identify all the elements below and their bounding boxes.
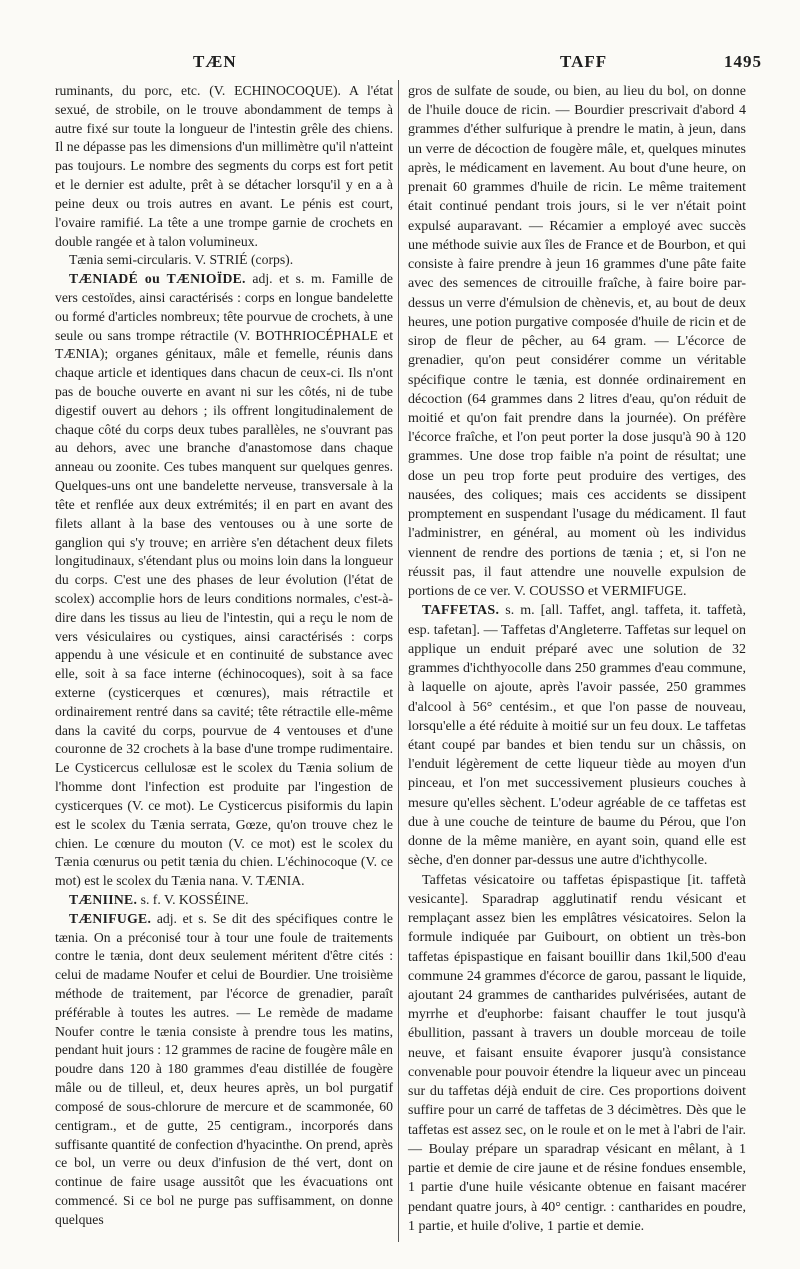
paragraph-taffetas-vesicatoire: Taffetas vésicatoire ou taffetas épispastique [it. taffetà vesicante]. Sparadrap agglutinatif rendu vésicant et remplaçant assez bien les emplâtres vésicatoires. Selon la formule indiquée par Guibourt, on obtient un très-bon taffetas épispastique en faisant bouillir dans 1kil,500 d'eau commune 24 grammes d'écorce de garou, passant le liquide, ajoutant 24 grammes de cantharides pulvérisées, autant de myrrhe et d'euphorbe: faisant chauffer le tout jusqu'à ébullition, passant à travers un double morceau de toile neuve, et faisant ensuite évaporer jusqu'à consistance convenable pour pouvoir étendre la liqueur avec un pinceau sur du taffetas déjà enduit de cire. Ces proportions doivent suffire pour un carré de taffetas de 3 décimètres. Dès que le taffetas est assez sec, on le roule et on le met à l'abri de l'air. — Boulay prépare un sparadrap vésicant en mêlant, à 1 partie et demie de cire jaune et de résine fondues ensemble, 1 partie d'une huile vésicante obtenue en faisant macérer pendant quatre jours, à 40° centigr. : cantharides en poudre, 1 partie, et huile d'olive, 1 partie et demie. — [408, 872, 746, 1234]
running-header — [0, 52, 800, 76]
page-number: 1495 — [724, 52, 762, 71]
entry-taffetas — [408, 601, 746, 870]
entry-taenifuge — [55, 910, 393, 1230]
entry-headword: TAFFETAS. — [422, 603, 500, 619]
paragraph-continuation: gros de sulfate de soude, ou bien, au lieu du bol, on donne de l'huile douce de ricin. — Bourdier prescrivait d'abord 4 grammes d'éther sulfurique à prendre le matin, à jeun, dans un verre de décoction de fougère mâle, et, quelques minutes après, le médicament en lavement. Au bout d'une heure, on prenait 60 grammes d'huile de ricin. Le même traitement était continué pendant trois jours, si le ver n'était point expulsé auparavant. — Récamier a employé avec succès une méthode suivie aux îles de France et de Bourbon, et qui consiste à faire prendre à jeun 16 grammes d'une pâte faite avec des semences de citrouille fraîche, à faire boire par-dessus un verre d'émulsion de chènevis, et, au bout de deux heures, une potion purgative composée d'huile de ricin et de sirop de fleur de pêcher, au 64 gram. — L'écorce de grenadier, qu'on peut considérer comme un véritable spécifique contre le tænia, est donnée ordinairement en décoction (64 grammes dans 2 litres d'eau, qu'on réduit de moitié et qu'on fait prendre dans la journée). On préfère l'écorce fraîche, et l'on peut porter la dose jusqu'à 90 à 120 grammes. Une dose trop faible n'a point de résultat; une dose un peu trop forte peut produire des vertiges, des nausées, des coliques; mais ces accidents se dissipent promptement en suspendant l'usage du médicament. Il faut l'administrer, en général, au moment où les individus viennent de rendre des portions de tænia ; et, si l'on ne réussit pas, il faut attendre une nouvelle expulsion de portions de ce ver. V. COUSSO et VERMIFUGE. — [408, 84, 746, 600]
paragraph-semi-circularis: Tænia semi-circularis. V. STRIÉ (corps). — [69, 252, 294, 268]
entry-body: s. f. V. KOSSÉINE. — [137, 891, 249, 907]
paragraph-continuation: ruminants, du porc, etc. (V. ECHINOCOQUE). A l'état sexué, de strobile, on le trouve abondamment de temps à autre fixé sur toute la longueur de l'intestin grêle des chiens. Il ne dépasse pas les dimensions d'un millimètre qu'il n'atteint pas toujours. Le nombre des segments du corps est fort petit et le dernier est adulte, prêt à se détacher lorsqu'il y en a à peine deux ou trois autres en avant. Le pénis est court, l'ovaire ramifié. La tête a une trompe garnie de crochets en double rangée et à talon volumineux. — [55, 83, 393, 249]
column-divider — [398, 80, 399, 1242]
right-column — [408, 82, 746, 1236]
entry-taeniade — [55, 270, 393, 891]
entry-headword: TÆNIFUGE. — [69, 910, 152, 926]
entry-taeniine — [55, 891, 393, 910]
header-left-guide-word: TÆN — [193, 52, 237, 71]
entry-body: s. m. [all. Taffet, angl. taffeta, it. taffetà, esp. tafetan]. — Taffetas d'Angleterre. Taffetas sur lequel on applique un enduit préparé avec une solution de 32 grammes d'ichthyocolle dans 250 grammes d'eau commune, à laquelle on ajoute, après l'avoir passée, 250 grammes d'alcool à 56° centésim., et que l'on passe de nouveau, lorsqu'elle a été réduite à moitié sur un feu doux. Le taffetas étant coupé par bandes et bien tendu sur un châssis, on l'enduit légèrement de cette liqueur tiède au moyen d'un pinceau, et l'on met successivement plusieurs couches à mesure qu'elles sèchent. L'odeur agréable de ce taffetas est due à une couche de teinture de baume du Pérou, que l'on donne de la même manière, en ayant soin, quand elle est sèche, d'en donner par-dessus une autre d'ichthycolle. — [408, 603, 746, 869]
header-right-guide-word: TAFF — [560, 52, 608, 71]
entry-headword: TÆNIINE. — [69, 891, 138, 907]
entry-body: adj. et s. m. Famille de vers cestoïdes, ainsi caractérisés : corps en longue bandelette ou formé d'articles nombreux; tête pourvue de crochets, à une seule ou sans trompe rétractile (V. BOTHRIOCÉPHALE et TÆNIA); organes génitaux, mâle et femelle, réunis dans chaque article et identiques dans chacun de ceux-ci. Ils n'ont pas de bouche ouverte en avant ni sur les côtés, ni de tube digestif ouvert au dehors ; ils offrent longitudinalement de chaque côté du corps deux tubes parallèles, ne s'ouvrant pas au dehors, avec une branche d'anastomose dans chaque anneau ou zoonite. Ces tubes manquent sur quelques genres. Quelques-uns ont une bandelette nerveuse, transversale à la tête et renflée aux deux extrémités; il en part en avant des filets allant à la base des ventouses ou à une sorte de ganglion qui s'y trouve; en arrière s'en détachent deux filets longitudinaux, s'étendant plus ou moins loin dans la longueur du corps. C'est une des phases de leur évolution (l'état de scolex) accomplie hors de leurs conditions normales, c'est-à-dire dans les tissus au lieu de l'intestin, qui a reçu le nom de vers vésiculaires ou cystiques, ainsi caractérisés : corps appendu à une vésicule et en continuité de substance avec elle, soit à sa face interne (échinocoques), soit à sa face externe (cysticerques et cœnures), mais rétractile et ordinairement rentré dans sa cavité; tête rétractile elle-même dans la cavité du corps, pourvue de 4 ventouses et d'une couronne de 32 crochets à la base d'une trompe rudimentaire. Le Cysticercus cellulosæ est le scolex du Tænia solium de l'homme dont l'infection est produite par l'ingestion de cysticerques (V. ce mot). Le Cysticercus pisiformis du lapin est le scolex du Tænia serrata, Gœze, qu'on trouve chez le chien. Le cœnure du mouton (V. ce mot) est le scolex du Tænia cœnurus ou petit tænia du chien. L'échinocoque (V. ce mot) est le scolex du Tænia nana. V. TÆNIA. — [55, 271, 394, 889]
entry-headword: TÆNIADÉ ou TÆNIOÏDE. — [69, 271, 246, 287]
left-column — [55, 82, 393, 1230]
entry-body: adj. et s. Se dit des spécifiques contre le tænia. On a préconisé tour à tour une foule de traitements contre le tænia, dont deux seulement méritent d'être cités : celui de madame Noufer et celui de Bourdier. Une troisième méthode de traitement, par l'écorce de grenadier, paraît préférable à toutes les autres. — Le remède de madame Noufer contre le tænia consiste à prendre tous les matins, pendant huit jours : 12 grammes de racine de fougère mâle en poudre dans 120 à 180 grammes d'eau distillée de fougère mâle ou de tilleul, et, deux heures après, un bol purgatif composé de sous-chlorure de mercure et de scammonée, 60 centigram., et de gutte, 25 centigram., incorporés dans suffisante quantité de confection d'hyacinthe. On prend, après ce bol, un verre ou deux d'infusion de thé vert, dont on continue de faire usage aussitôt que les évacuations ont commencé. Si ce bol ne purge pas suffisamment, on donne quelques — [55, 910, 393, 1227]
